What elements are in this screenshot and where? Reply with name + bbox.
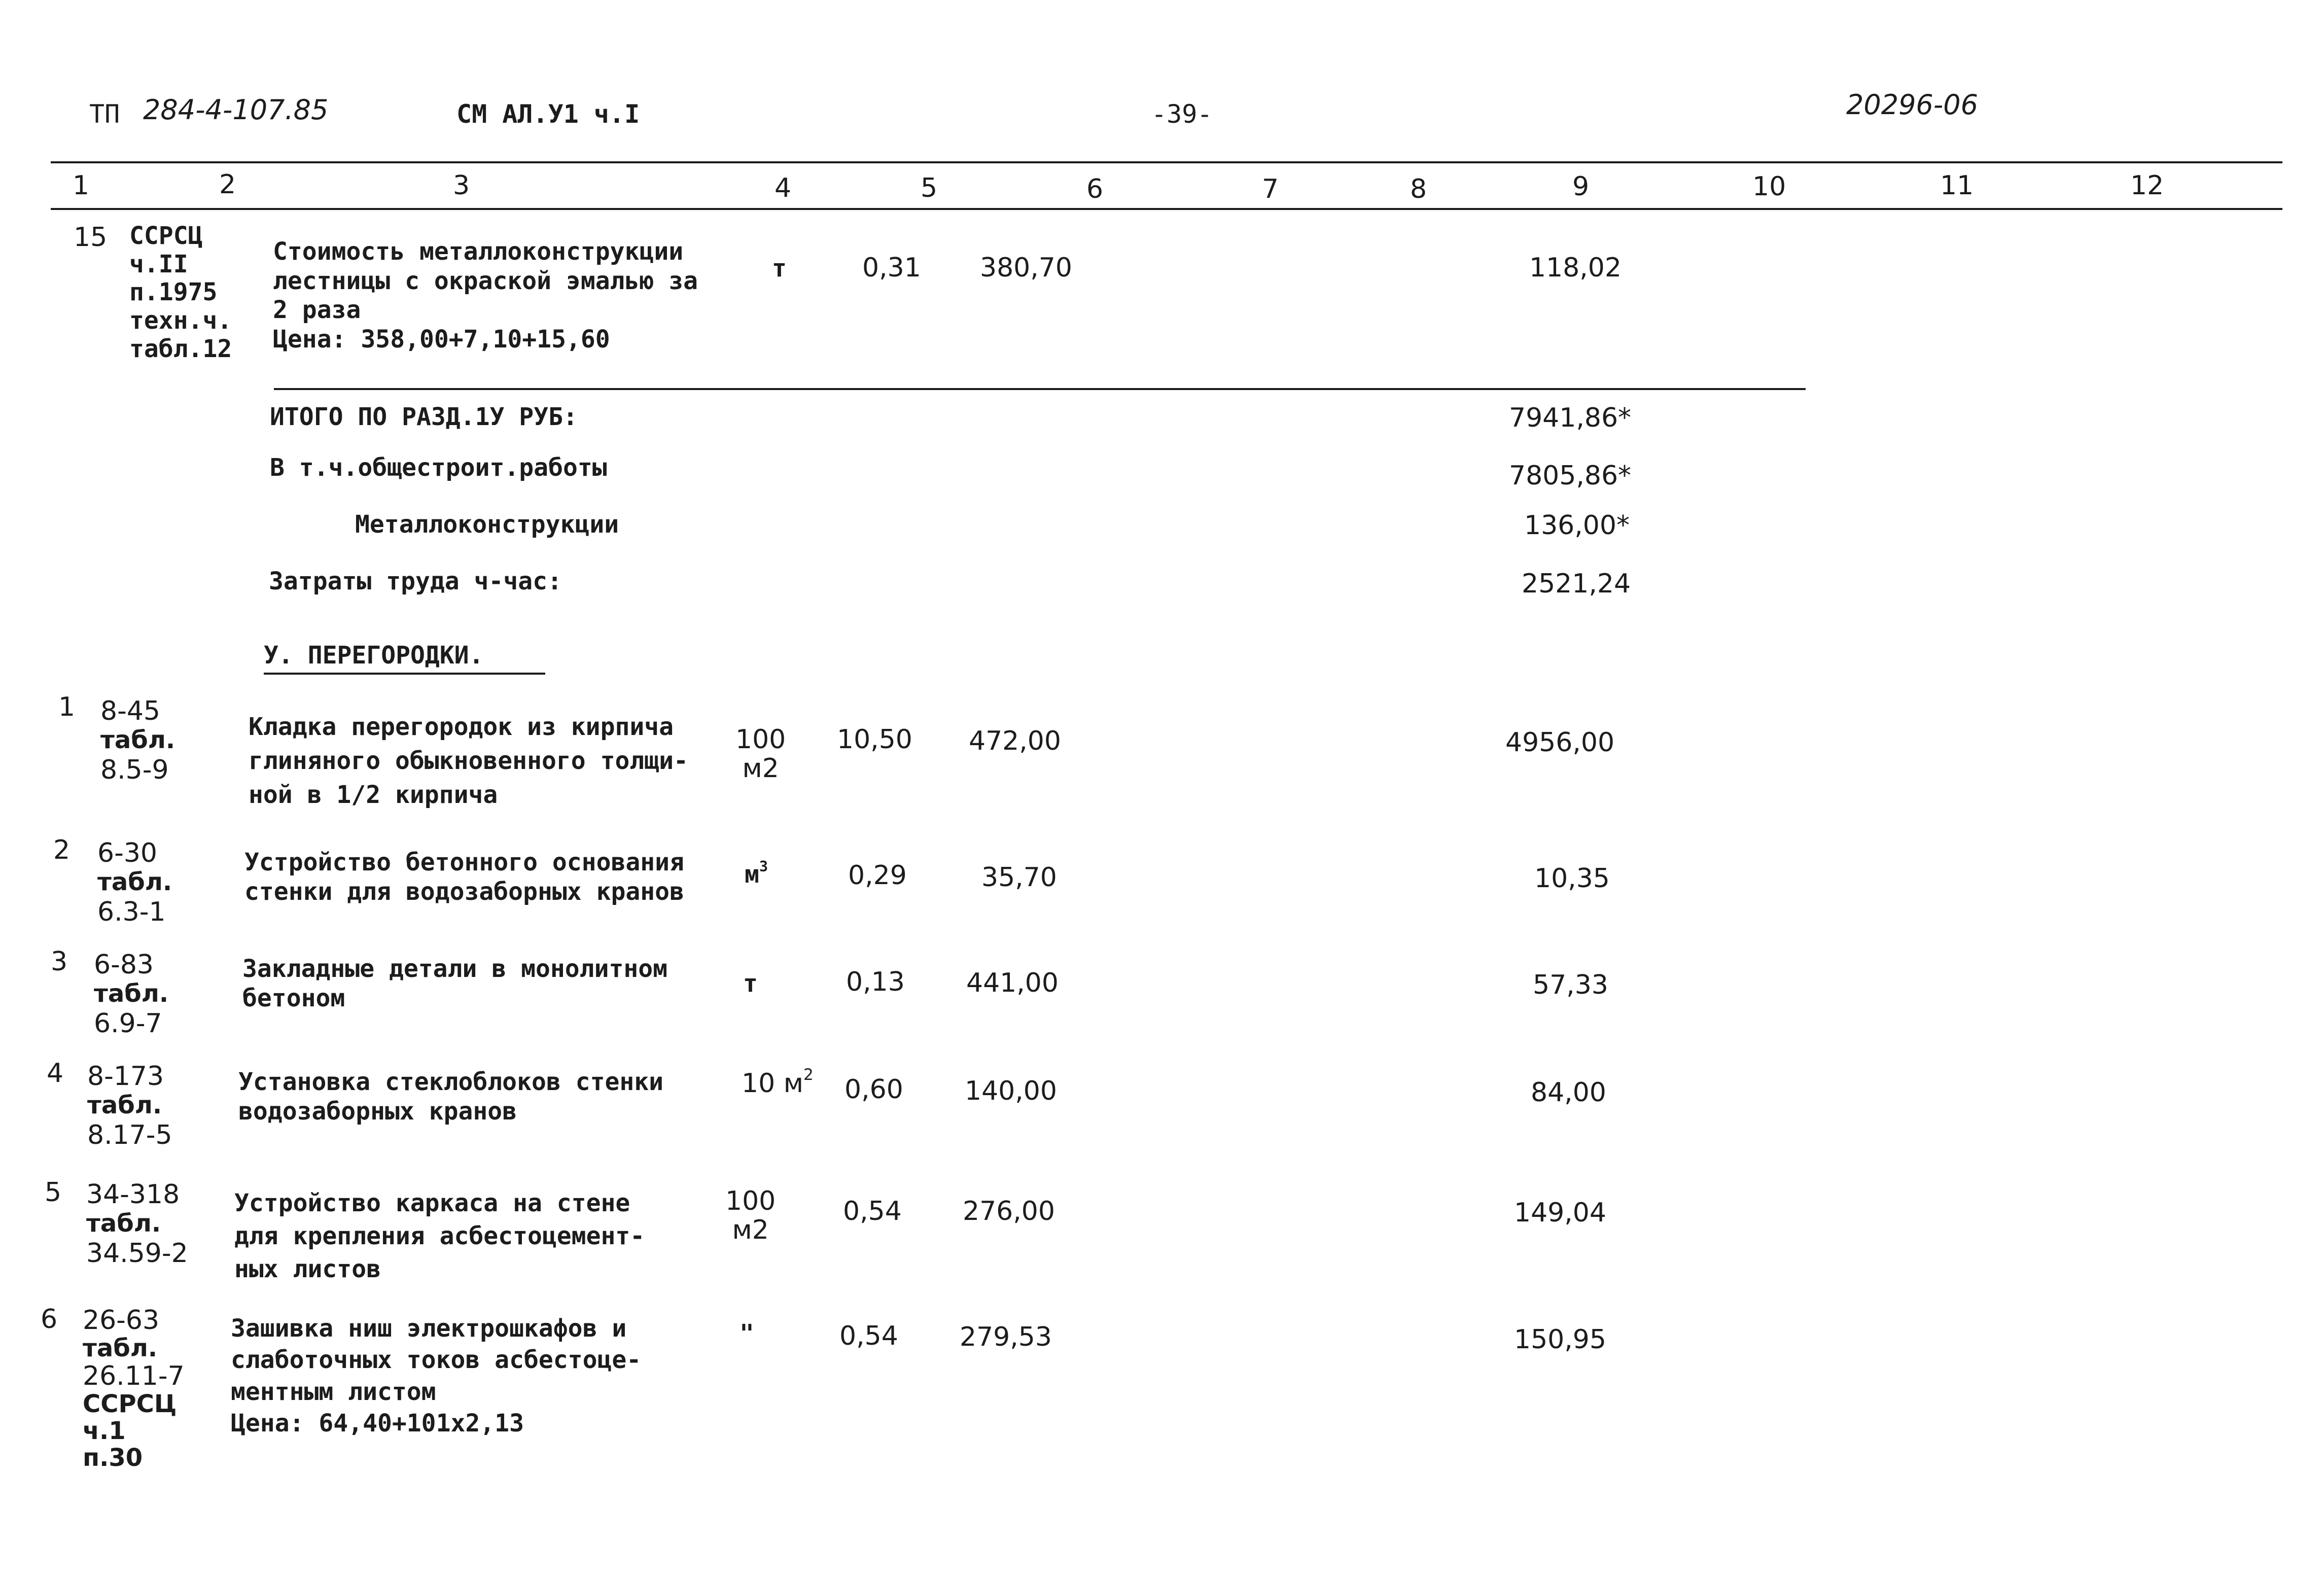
column-number-1: 1 — [73, 170, 90, 201]
metal-structures-value: 136,00* — [1524, 510, 1630, 541]
item-number: 5 — [45, 1177, 62, 1208]
item-number: 3 — [51, 947, 68, 977]
labor-cost-label: Затраты труда ч-час: — [269, 567, 562, 596]
item15-number: 15 — [74, 222, 108, 253]
column-number-8: 8 — [1410, 174, 1427, 204]
item-quantity: 0,13 — [846, 967, 905, 997]
item-unit: 100 м2 — [725, 1186, 776, 1246]
section-title-underline — [264, 673, 545, 675]
item-quantity: 10,50 — [837, 724, 912, 755]
item-number: 6 — [41, 1304, 58, 1335]
header-bottom-rule — [51, 208, 2282, 210]
item-price: 441,00 — [966, 968, 1059, 998]
document-number: 20296-06 — [1846, 89, 1978, 121]
item-quantity: 0,60 — [844, 1074, 903, 1105]
item-code: 8-173 табл. 8.17-5 — [87, 1061, 172, 1150]
item15-quantity: 0,31 — [862, 253, 921, 283]
item-code: 34-318 табл. 34.59-2 — [86, 1179, 188, 1269]
item-price: 279,53 — [960, 1322, 1052, 1352]
metal-structures-label: Металлоконструкции — [355, 510, 619, 539]
column-number-10: 10 — [1752, 171, 1786, 202]
sheet-code: СМ АЛ.У1 ч.I — [456, 99, 640, 129]
item-code: 8-45 табл. 8.5-9 — [100, 696, 175, 785]
item-description: Зашивка ниш электрошкафов и слаботочных токов асбестоце- ментным листом Цена: 64,40+101х2,13 — [231, 1314, 642, 1438]
item-price: 35,70 — [981, 862, 1057, 893]
item-unit: т — [743, 969, 758, 998]
item-description: Устройство бетонного основания стенки для водозаборных кранов — [244, 848, 684, 906]
column-number-12: 12 — [2130, 170, 2164, 201]
item-description: Устройство каркаса на стене для крепления асбестоцемент- ных листов — [234, 1189, 645, 1283]
item-description: Закладные детали в монолитном бетоном — [242, 955, 668, 1012]
item-number: 1 — [58, 692, 76, 722]
item-total: 4956,00 — [1505, 727, 1615, 758]
item-total: 150,95 — [1514, 1324, 1606, 1355]
item-unit: 10 $м^2$ — [742, 1066, 814, 1099]
column-number-11: 11 — [1940, 170, 1974, 201]
column-number-7: 7 — [1262, 174, 1279, 204]
column-number-4: 4 — [774, 173, 792, 203]
item-price: 140,00 — [965, 1076, 1057, 1106]
item-quantity: 0,29 — [848, 860, 907, 891]
general-works-label: В т.ч.общестроит.работы — [270, 453, 607, 482]
column-number-3: 3 — [453, 170, 470, 201]
item-unit: " — [740, 1319, 754, 1348]
item-number: 4 — [47, 1058, 64, 1089]
item-code: 6-83 табл. 6.9-7 — [94, 950, 169, 1039]
section-total-label: ИТОГО ПО РАЗД.1У РУБ: — [270, 403, 578, 431]
page-number: -39- — [1151, 99, 1213, 129]
section-title: У. ПЕРЕГОРОДКИ. — [264, 641, 484, 670]
section-total-value: 7941,86* — [1509, 403, 1632, 433]
item15-description: Стоимость металлоконструкции лестницы с окраской эмалью за 2 раза Цена: 358,00+7,10+15,60 — [273, 237, 698, 354]
tp-label: ТП — [89, 99, 120, 129]
column-number-6: 6 — [1086, 174, 1104, 204]
item-total: 10,35 — [1534, 863, 1610, 894]
item-code: 26-63 табл. 26.11-7 ССРСЦ ч.1 п.30 — [83, 1305, 185, 1472]
column-number-2: 2 — [219, 169, 236, 200]
general-works-value: 7805,86* — [1509, 461, 1632, 491]
item15-code: ССРСЦ ч.II п.1975 техн.ч. табл.12 — [129, 222, 232, 363]
summary-rule — [274, 388, 1806, 390]
item-total: 84,00 — [1531, 1077, 1606, 1108]
header-top-rule — [51, 161, 2282, 163]
tp-number: 284-4-107.85 — [143, 94, 329, 126]
item-quantity: 0,54 — [839, 1321, 898, 1351]
item-price: 472,00 — [969, 726, 1061, 756]
item-unit: 100 м2 — [735, 724, 786, 784]
item-unit: $м^3$ — [745, 858, 768, 889]
item-description: Установка стеклоблоков стенки водозаборных кранов — [238, 1068, 664, 1126]
item15-unit: т — [772, 254, 787, 283]
item-quantity: 0,54 — [843, 1196, 902, 1227]
item15-total: 118,02 — [1529, 253, 1622, 283]
column-number-5: 5 — [921, 173, 938, 203]
item15-price: 380,70 — [980, 253, 1072, 283]
labor-cost-value: 2521,24 — [1522, 569, 1631, 599]
item-number: 2 — [53, 835, 71, 865]
item-price: 276,00 — [963, 1196, 1055, 1227]
item-description: Кладка перегородок из кирпича глиняного обыкновенного толщи- ной в 1/2 кирпича — [249, 713, 688, 810]
item-total: 149,04 — [1514, 1198, 1606, 1228]
column-number-9: 9 — [1572, 171, 1590, 202]
item-code: 6-30 табл. 6.3-1 — [97, 838, 172, 927]
item-total: 57,33 — [1533, 970, 1608, 1000]
